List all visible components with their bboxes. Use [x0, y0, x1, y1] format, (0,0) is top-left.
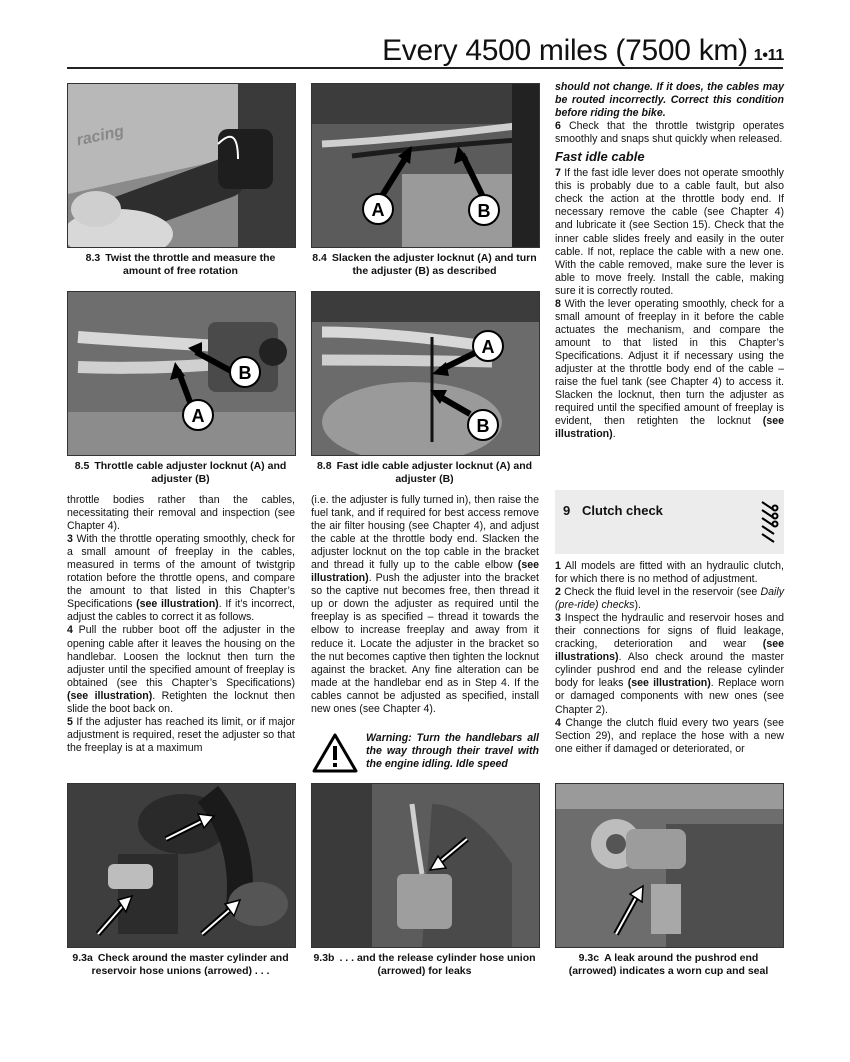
paragraph-step-3b: 3 Inspect the hydraulic and reservoir hoses and their connections for signs of fluid leakage, cracking, deterioration and wear (see illustrations). Also check around the master cylinder pushrod end and the release cylinder body for leaks (see illustration). Replace worn or damaged components with new ones (see Chapter 2). [555, 612, 784, 716]
warning-continued: should not change. If it does, the cables may be routed incorrectly. Correct this condition before riding the bike. [555, 81, 784, 120]
text-column-1 [67, 494, 295, 755]
caption-8-3: 8.3 Twist the throttle and measure the amount of free rotation [85, 252, 276, 277]
photo-8-5 [67, 291, 296, 456]
paragraph-step-6: 6 Check that the throttle twistgrip operates smoothly and snaps shut quickly when released. [555, 120, 785, 146]
callout-b: B [477, 201, 491, 221]
paragraph-step-4: 4 Pull the rubber boot off the adjuster in the opening cable after it leaves the housing on the handlebar. Loosen the locknut then turn the adjuster until the specified amount of freeplay is obtained (see this Chapter’s Specifications) (see illustration). Retighten the locknut then slide the boot back on. [67, 624, 296, 715]
text-column-2 [311, 494, 539, 716]
warning-text: Warning: Turn the handlebars all the way through their travel with the engine idling. Idle speed [366, 732, 539, 771]
photo-9-3b [311, 783, 540, 948]
subheading-fast-idle: Fast idle cable [555, 149, 645, 165]
paragraph-step-5: 5 If the adjuster has reached its limit, or if major adjustment is required, reset the adjuster so that the freeplay is at a maximum [67, 715, 295, 754]
caption-8-8: 8.8 Fast idle cable adjuster locknut (A) and adjuster (B) [316, 460, 533, 485]
section-heading-box [555, 490, 784, 554]
caption-9-3b: 9.3b . . . and the release cylinder hose union (arrowed) for leaks [313, 952, 536, 977]
section-title: Clutch check [582, 503, 663, 518]
warning-triangle-icon [312, 733, 358, 773]
caption-8-5: 8.5 Throttle cable adjuster locknut (A) and adjuster (B) [74, 460, 287, 485]
paragraph-step-1: 1 All models are fitted with an hydraulic clutch, for which there is no method of adjustment. [555, 560, 784, 586]
paragraph: throttle bodies rather than the cables, necessitating their removal and inspection (see Chapter 4). [67, 494, 295, 533]
text-column-3-lower [555, 560, 784, 756]
paragraph-step-4b: 4 Change the clutch fluid every two years (see Section 29), and replace the hose with a new one either if damaged or deteriorated, or [555, 716, 784, 755]
callout-a: A [371, 200, 385, 220]
svg-text:B: B [238, 363, 252, 383]
paragraph-step-7: 7 If the fast idle lever does not operate smoothly this is probably due to a cable fault, but also check the action at the throttle body end. If necessary remove the cable (see Chapter 4) and lubricate it (see Section 15). Check that the inner cable slides freely and easily in the outer cable. If not, replace the cable with a new one. With the cable removed, make sure the lever is able to move freely. Install the cable, making sure it is correctly routed. [555, 167, 784, 297]
wrench-difficulty-icon [758, 496, 780, 548]
caption-8-4: 8.4 Slacken the adjuster locknut (A) and turn the adjuster (B) as described [312, 252, 537, 277]
paragraph-step-2: 2 Check the fluid level in the reservoir (see Daily (pre-ride) checks). [555, 586, 784, 612]
paragraph: (i.e. the adjuster is fully turned in), then raise the fuel tank, and if required for best access remove the air filter housing (see Chapter 4), and adjust the cable at the throttle body end. Slacken the adjuster locknut on the top cable in the bracket and thread it fully up to the cable elbow (see illustration). Push the adjuster into the bracket so the captive nut becomes free, then thread it up or down the adjuster as required until the freeplay is as specified – thread it towards the elbow to increase freeplay and away from it reduce it. Locate the adjuster in the bracket so the nut becomes captive then tighten the locknut against the bracket. Any fine alteration can be made at the handlebar end as in Step 4. If the cables cannot be adjusted as specified, install new ones (see Chapter 4). [311, 494, 539, 715]
svg-text:A: A [481, 337, 495, 357]
photo-8-4 [311, 83, 540, 248]
photo-9-3c [555, 783, 784, 948]
page-title: Every 4500 miles (7500 km) 1•11 [382, 34, 784, 67]
paragraph-step-3: 3 With the throttle operating smoothly, check for a small amount of freeplay in the cables, measured in terms of the amount of twistgrip rotation before the throttle opens, and compare the amount to that listed in this Chapter’s Specifications (see illustration). If it’s incorrect, adjust the cables to correct it as follows. [67, 533, 295, 624]
paragraph-step-8: 8 With the lever operating smoothly, check for a small amount of freeplay in it before the cable actuates the mechanism, and compare the amount to that listed in this Chapter’s Specifications. Adjust it if necessary using the adjuster at the throttle body end of the cable – raise the fuel tank (see Chapter 4) to access it. Slacken the locknut, then turn the adjuster as required until the specified amount of freeplay is evident, then retighten the locknut (see illustration). [555, 297, 784, 441]
photo-lettering: racing [75, 122, 126, 150]
photo-8-3 [67, 83, 296, 248]
text-column-3 [555, 81, 784, 441]
header-rule [67, 67, 783, 69]
photo-8-8 [311, 291, 540, 456]
svg-text:B: B [476, 416, 490, 436]
page-number: 1•11 [753, 47, 784, 64]
section-number: 9 [563, 503, 571, 518]
caption-9-3a: 9.3a Check around the master cylinder and reservoir hose unions (arrowed) . . . [72, 952, 289, 977]
svg-text:A: A [191, 406, 205, 426]
photo-9-3a [67, 783, 296, 948]
caption-9-3c: 9.3c A leak around the pushrod end (arrowed) indicates a worn cup and seal [568, 952, 769, 977]
